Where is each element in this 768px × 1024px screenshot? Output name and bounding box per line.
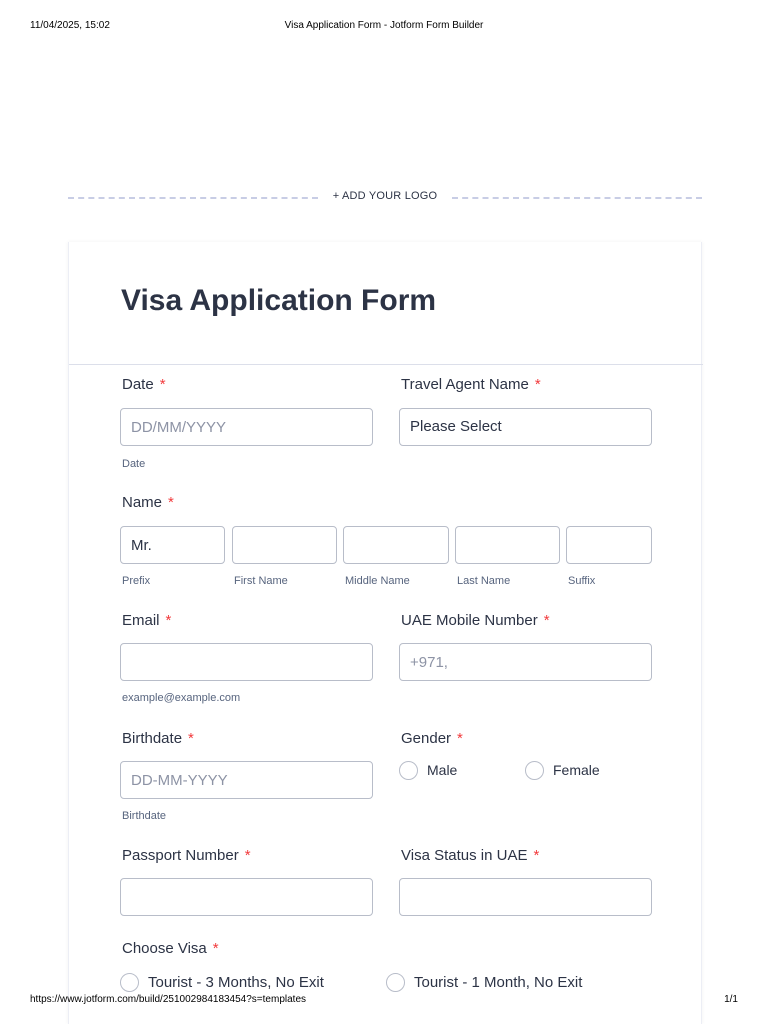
date-label-text: Date xyxy=(122,376,154,393)
gender-label-text: Gender xyxy=(401,730,452,747)
first-name-input[interactable] xyxy=(232,526,337,564)
prefix-sublabel: Prefix xyxy=(122,575,151,587)
email-input[interactable] xyxy=(120,643,373,681)
suffix-input[interactable] xyxy=(566,526,652,564)
add-logo-button[interactable]: + ADD YOUR LOGO xyxy=(332,190,438,202)
gender-male-radio[interactable] xyxy=(399,761,418,780)
form-card xyxy=(68,242,702,1024)
title-divider xyxy=(69,364,703,365)
visa-tourist-1m-label[interactable]: Tourist - 1 Month, No Exit xyxy=(414,974,583,991)
last-name-sublabel: Last Name xyxy=(457,575,511,587)
last-name-input[interactable] xyxy=(455,526,560,564)
birthdate-label-text: Birthdate xyxy=(122,730,183,747)
travel-agent-label-text: Travel Agent Name xyxy=(401,376,529,393)
name-label-text: Name xyxy=(122,494,163,511)
logo-divider-right xyxy=(452,197,702,199)
mobile-label xyxy=(401,612,550,629)
gender-male-label[interactable]: Male xyxy=(427,762,458,778)
passport-label-text: Passport Number xyxy=(122,847,239,864)
travel-agent-label xyxy=(401,376,541,393)
mobile-label-text: UAE Mobile Number xyxy=(401,612,538,629)
visa-status-label xyxy=(401,847,539,864)
birthdate-label xyxy=(122,730,194,747)
print-page-count: 1/1 xyxy=(724,994,738,1005)
email-sublabel: example@example.com xyxy=(122,692,241,704)
date-label xyxy=(122,376,166,393)
form-title: Visa Application Form xyxy=(121,284,437,317)
birthdate-input[interactable] xyxy=(120,761,373,799)
print-header xyxy=(0,20,768,34)
date-input[interactable] xyxy=(120,408,373,446)
gender-female-radio[interactable] xyxy=(525,761,544,780)
name-prefix-input[interactable] xyxy=(120,526,225,564)
gender-female-label[interactable]: Female xyxy=(553,762,600,778)
logo-divider-left xyxy=(68,197,318,199)
logo-row xyxy=(68,190,702,206)
mobile-input[interactable] xyxy=(399,643,652,681)
middle-name-sublabel: Middle Name xyxy=(345,575,410,587)
print-datetime: 11/04/2025, 15:02 xyxy=(30,20,110,31)
choose-visa-label xyxy=(122,940,219,957)
first-name-sublabel: First Name xyxy=(234,575,288,587)
required-marker: * xyxy=(543,612,550,629)
print-page-title: Visa Application Form - Jotform Form Builder xyxy=(284,20,484,31)
suffix-sublabel: Suffix xyxy=(568,575,596,587)
email-label xyxy=(122,612,171,629)
required-marker: * xyxy=(534,376,541,393)
required-marker: * xyxy=(165,612,172,629)
email-label-text: Email xyxy=(122,612,160,629)
name-label xyxy=(122,494,174,511)
date-sublabel: Date xyxy=(122,458,146,470)
gender-label xyxy=(401,730,463,747)
birthdate-sublabel: Birthdate xyxy=(122,810,167,822)
print-footer xyxy=(0,994,768,1008)
required-marker: * xyxy=(159,376,166,393)
passport-label xyxy=(122,847,251,864)
middle-name-input[interactable] xyxy=(343,526,449,564)
choose-visa-label-text: Choose Visa xyxy=(122,940,207,957)
visa-tourist-1m-radio[interactable] xyxy=(386,973,405,992)
visa-tourist-3m-label[interactable]: Tourist - 3 Months, No Exit xyxy=(148,974,324,991)
visa-tourist-3m-radio[interactable] xyxy=(120,973,139,992)
required-marker: * xyxy=(212,940,219,957)
required-marker: * xyxy=(188,730,194,747)
required-marker: * xyxy=(168,494,174,511)
required-marker: * xyxy=(457,730,463,747)
print-url: https://www.jotform.com/build/251002984183454?s=templates xyxy=(30,994,307,1005)
visa-status-input[interactable] xyxy=(399,878,652,916)
passport-input[interactable] xyxy=(120,878,373,916)
required-marker: * xyxy=(533,847,540,864)
required-marker: * xyxy=(244,847,251,864)
visa-status-label-text: Visa Status in UAE xyxy=(401,847,528,864)
travel-agent-select[interactable]: Please Select xyxy=(399,408,652,446)
